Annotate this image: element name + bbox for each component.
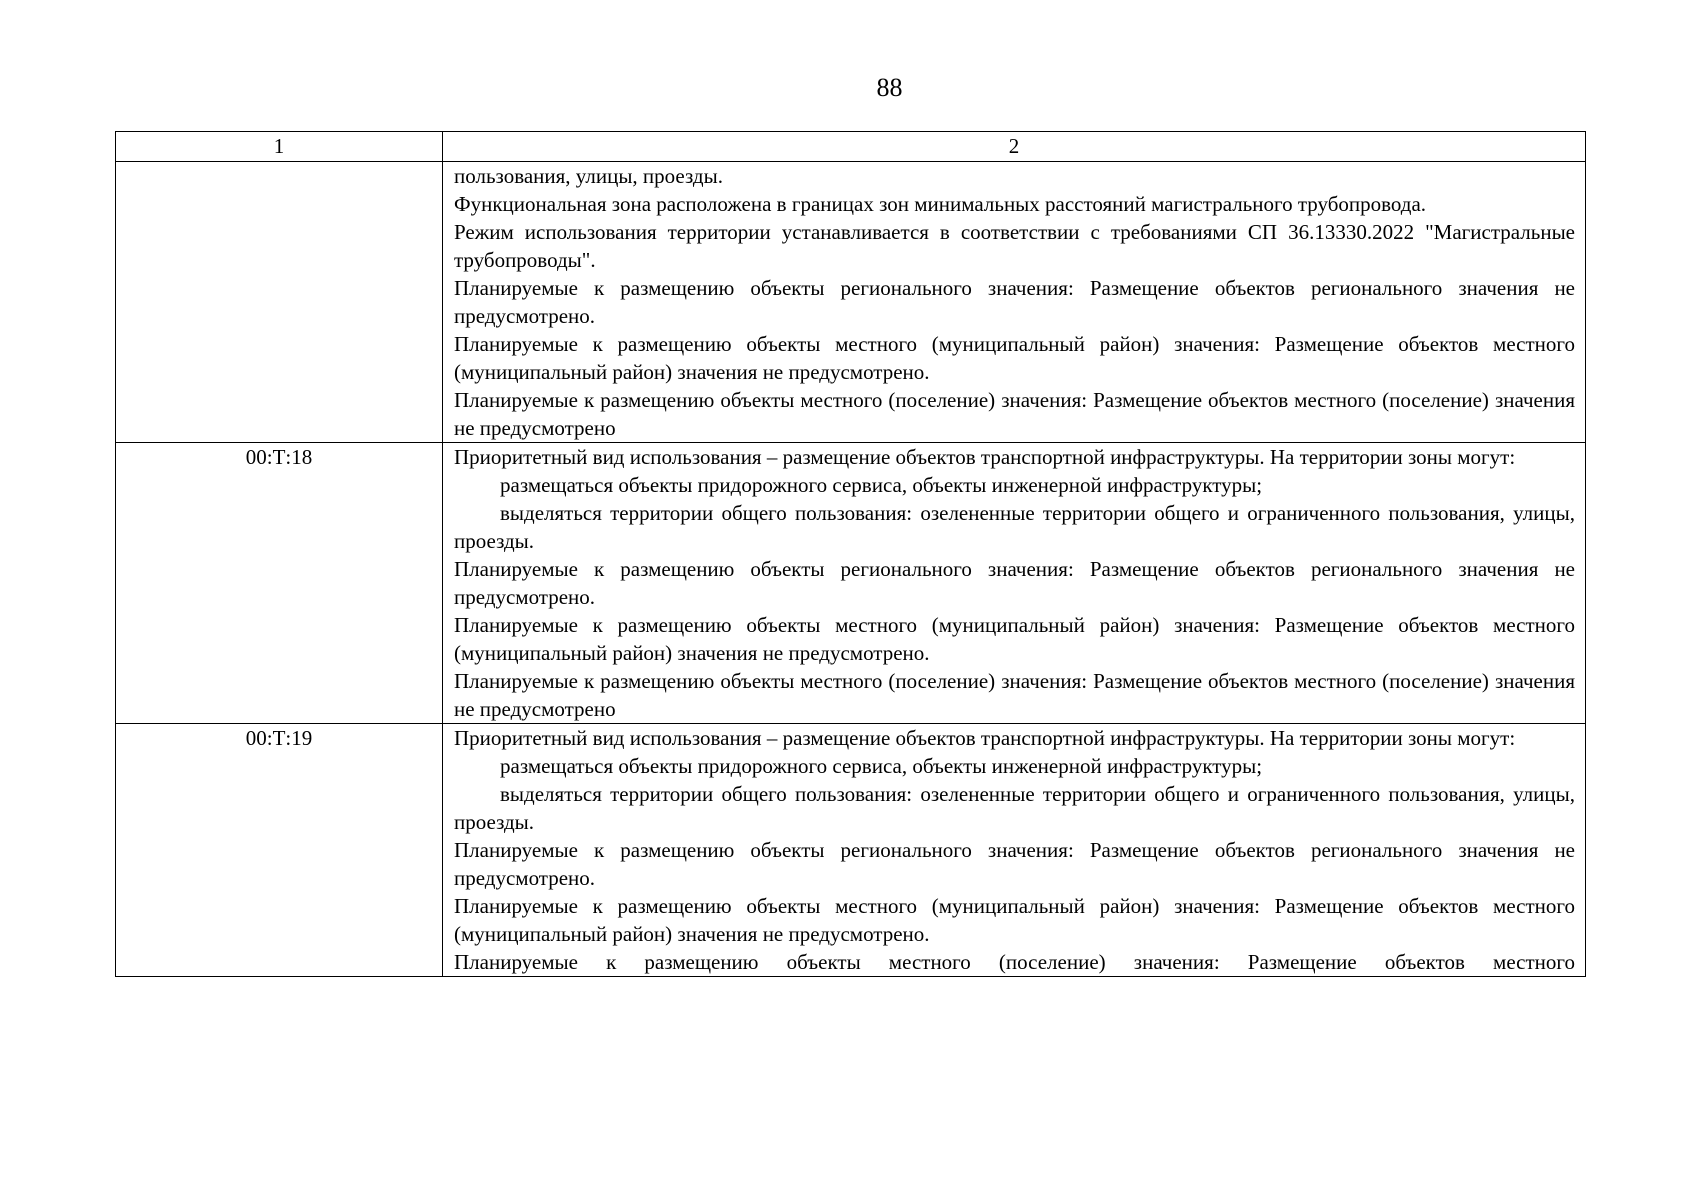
description-paragraph: Планируемые к размещению объекты регионального значения: Размещение объектов регионального значения не предусмотрено. bbox=[454, 838, 1575, 890]
header-cell-col2: 2 bbox=[443, 132, 1586, 162]
description-paragraph: выделяться территории общего пользования: озелененные территории общего и ограниченного пользования, улицы, проезды. bbox=[454, 501, 1575, 553]
description-paragraph: Планируемые к размещению объекты местного (муниципальный район) значения: Размещение объектов местного (муниципальный район) значения не предусмотрено. bbox=[454, 613, 1575, 665]
description-paragraph: выделяться территории общего пользования: озелененные территории общего и ограниченного пользования, улицы, проезды. bbox=[454, 782, 1575, 834]
table-row bbox=[116, 443, 1586, 724]
description-paragraph: Планируемые к размещению объекты местного (муниципальный район) значения: Размещение объектов местного (муниципальный район) значения не предусмотрено. bbox=[454, 894, 1575, 946]
table-row bbox=[116, 724, 1586, 977]
zone-description-cell bbox=[443, 724, 1586, 977]
description-paragraph: пользования, улицы, проезды. bbox=[454, 164, 723, 188]
page-number: 88 bbox=[876, 73, 903, 102]
description-paragraph: Режим использования территории устанавливается в соответствии с требованиями СП 36.13330.2022 "Магистральные трубопроводы". bbox=[454, 220, 1575, 272]
zone-code-cell bbox=[116, 162, 443, 443]
description-paragraph: Приоритетный вид использования – размещение объектов транспортной инфраструктуры. На территории зоны могут: bbox=[454, 726, 1516, 750]
zone-code-cell: 00:Т:19 bbox=[116, 724, 443, 977]
description-paragraph: Планируемые к размещению объекты местного (поселение) значения: Размещение объектов местного (поселение) значения не предусмотрено bbox=[454, 388, 1575, 440]
description-paragraph: Планируемые к размещению объекты регионального значения: Размещение объектов регионального значения не предусмотрено. bbox=[454, 557, 1575, 609]
description-paragraph: Функциональная зона расположена в границах зон минимальных расстояний магистрального трубопровода. bbox=[454, 192, 1427, 216]
table-header-row bbox=[116, 132, 1586, 162]
zone-description-cell bbox=[443, 162, 1586, 443]
description-paragraph: Планируемые к размещению объекты местного (муниципальный район) значения: Размещение объектов местного (муниципальный район) значения не предусмотрено. bbox=[454, 332, 1575, 384]
zones-table bbox=[115, 131, 1586, 977]
description-paragraph: размещаться объекты придорожного сервиса, объекты инженерной инфраструктуры; bbox=[500, 754, 1263, 778]
description-paragraph: Планируемые к размещению объекты регионального значения: Размещение объектов регионального значения не предусмотрено. bbox=[454, 276, 1575, 328]
table-row bbox=[116, 162, 1586, 443]
description-paragraph: Планируемые к размещению объекты местного (поселение) значения: Размещение объектов местного bbox=[454, 950, 1575, 974]
zone-code-cell: 00:Т:18 bbox=[116, 443, 443, 724]
zone-description-cell bbox=[443, 443, 1586, 724]
description-paragraph: Приоритетный вид использования – размещение объектов транспортной инфраструктуры. На территории зоны могут: bbox=[454, 445, 1516, 469]
description-paragraph: Планируемые к размещению объекты местного (поселение) значения: Размещение объектов местного (поселение) значения не предусмотрено bbox=[454, 669, 1575, 721]
description-paragraph: размещаться объекты придорожного сервиса, объекты инженерной инфраструктуры; bbox=[500, 473, 1263, 497]
header-cell-col1: 1 bbox=[116, 132, 443, 162]
